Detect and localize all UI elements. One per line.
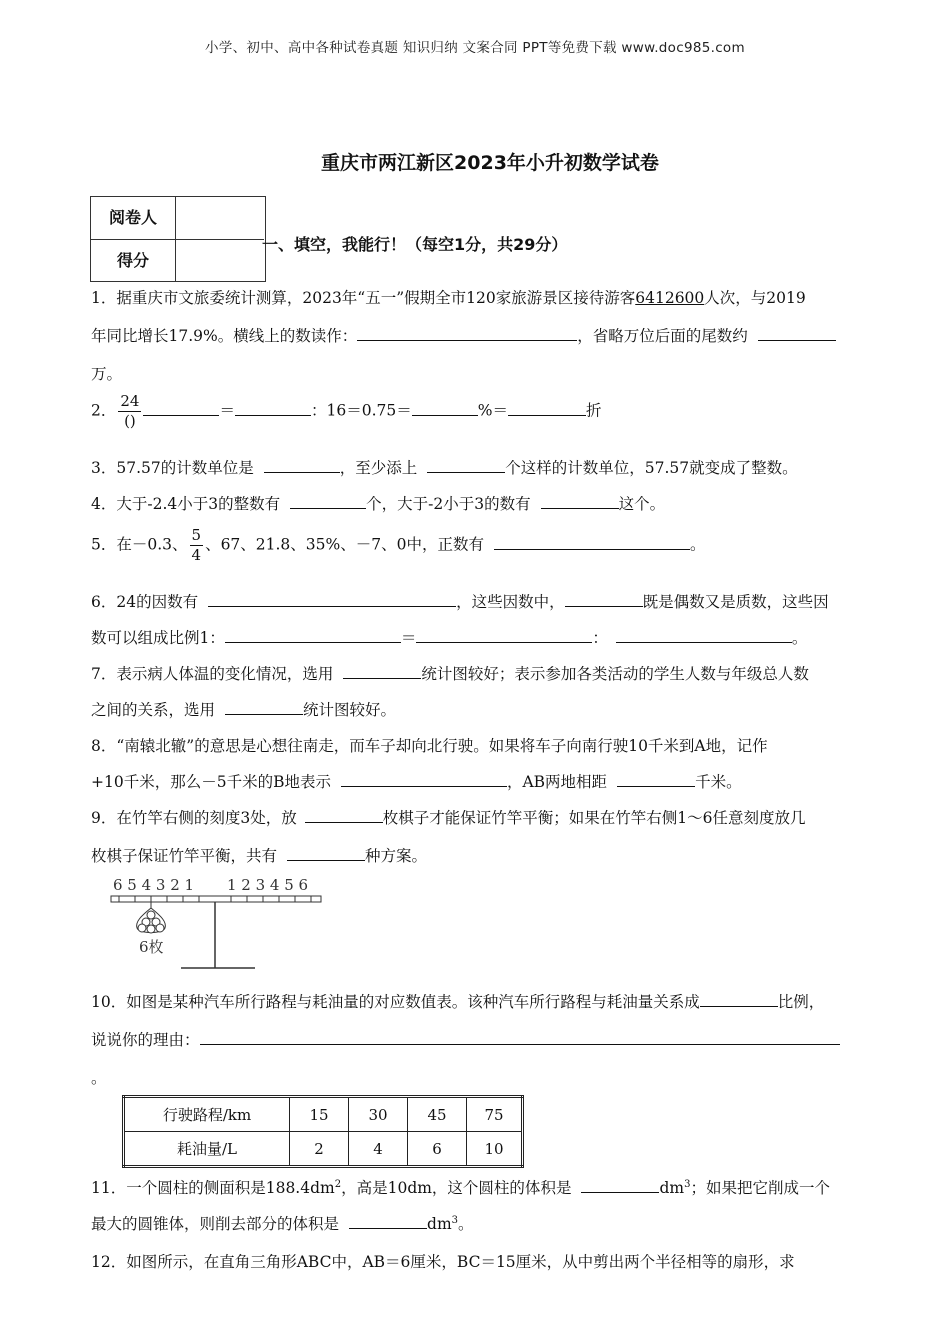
balance-figure	[105, 872, 345, 976]
q1-blank-approx	[758, 324, 836, 341]
q10-line2: 说说你的理由：	[91, 1028, 840, 1050]
grading-table	[90, 196, 266, 282]
page-title: 重庆市两江新区2023年小升初数学试卷	[321, 152, 659, 174]
q1-line1: 1．据重庆市文旅委统计测算，2023年“五一”假期全市120家旅游景区接待游客6412600人次，与2019	[91, 289, 806, 307]
q6-blank-ratio-3	[616, 626, 792, 643]
q2-blank-2	[235, 399, 311, 416]
q1-number: 6412600	[635, 289, 705, 307]
reviewer-cell	[176, 197, 264, 240]
q10-line1: 10．如图是某种汽车所行路程与耗油量的对应数值表。该种汽车所行路程与耗油量关系成 比例，	[91, 990, 824, 1012]
q9-blank-2	[287, 844, 365, 861]
q11-blank-1	[581, 1176, 659, 1193]
q6-blank-ratio-1	[225, 626, 401, 643]
q7-line2: 之间的关系，选用 统计图较好。	[91, 698, 396, 720]
q10-blank-reason	[200, 1028, 840, 1045]
distance-fuel-table	[122, 1095, 524, 1168]
reviewer-label: 阅卷人	[91, 197, 176, 240]
q8-line2: +10千米，那么－5千米的B地表示 ，AB两地相距 千米。	[91, 770, 742, 792]
scale-left-numbers: 6 5 4 3 2 1	[113, 876, 195, 894]
q2-fraction: $\frac{24}{()}$	[120, 392, 140, 430]
bamboo-pole	[111, 896, 321, 902]
q6-blank-even-prime	[565, 590, 643, 607]
table-row: 行驶路程/km 15 30 45 75	[124, 1097, 523, 1132]
q8-line1: 8．“南辕北辙”的意思是心想往南走，而车子却向北行驶。如果将车子向南行驶10千米到A地，记作	[91, 737, 768, 755]
q9-line1: 9．在竹竿右侧的刻度3处，放 枚棋子才能保证竹竿平衡；如果在竹竿右侧1～6任意刻度放几	[91, 806, 805, 828]
q4-blank-2	[541, 492, 619, 509]
q5-fraction: $\frac{5}{4}$	[191, 526, 202, 564]
q1-blank-read	[357, 324, 577, 341]
q4-blank-1	[290, 492, 366, 509]
q10-blank-1	[700, 990, 778, 1007]
q10-line3: 。	[91, 1069, 107, 1087]
q12-line1: 12．如图所示，在直角三角形ABC中，AB＝6厘米，BC＝15厘米，从中剪出两个半径相等的扇形，求	[91, 1253, 795, 1271]
q2-line: 2． $\frac{24}{()}$ ＝ ：16＝0.75＝ %＝ 折	[91, 392, 602, 430]
q6-blank-factors	[208, 590, 456, 607]
q6-line1: 6．24的因数有 ，这些因数中， 既是偶数又是质数，这些因	[91, 590, 829, 612]
q2-blank-1	[143, 399, 219, 416]
q1-line3: 万。	[91, 365, 123, 383]
score-cell	[176, 240, 264, 281]
q7-line1: 7．表示病人体温的变化情况，选用 统计图较好；表示参加各类活动的学生人数与年级总人数	[91, 662, 809, 684]
q11-line1: 11．一个圆柱的侧面积是$188.4dm^2$，高是10dm，这个圆柱的体积是 $dm^3$；如果把它削成一个	[91, 1176, 830, 1198]
q5-line: 5．在－0.3、 $\frac{5}{4}$ 、67、21.8、35%、－7、0中，正数有 。	[91, 526, 706, 564]
q2-blank-3	[412, 399, 478, 416]
q2-blank-4	[508, 399, 586, 416]
q6-line2: 数可以组成比例1： ＝ ： 。	[91, 626, 807, 648]
q7-blank-2	[225, 698, 303, 715]
q4-line: 4．大于-2.4小于3的整数有 个，大于-2小于3的数有 这个。	[91, 492, 665, 514]
q11-line2: 最大的圆锥体，则削去部分的体积是 $dm^3$。	[91, 1212, 474, 1234]
q3-line: 3．57.57的计数单位是 ，至少添上 个这样的计数单位，57.57就变成了整数。	[91, 456, 798, 478]
q6-blank-ratio-2	[416, 626, 592, 643]
score-label: 得分	[91, 240, 176, 281]
q8-blank-2	[617, 770, 695, 787]
q7-blank-1	[343, 662, 421, 679]
q3-blank-2	[427, 456, 505, 473]
table-row: 耗油量/L 2 4 6 10	[124, 1132, 523, 1167]
scale-right-numbers: 1 2 3 4 5 6	[227, 876, 309, 894]
q8-blank-1	[341, 770, 507, 787]
q11-blank-2	[349, 1212, 427, 1229]
q1-line2: 年同比增长17.9%。横线上的数读作： ，省略万位后面的尾数约	[91, 324, 836, 346]
q3-blank-1	[264, 456, 340, 473]
weight-label: 6枚	[139, 938, 164, 956]
section-title: 一、填空，我能行！（每空1分，共29分）	[262, 235, 568, 254]
q5-blank	[494, 533, 690, 550]
q9-line2: 枚棋子保证竹竿平衡，共有 种方案。	[91, 844, 427, 866]
page-header: 小学、初中、高中各种试卷真题 知识归纳 文案合同 PPT等免费下载 www.doc985.com	[205, 40, 745, 56]
q9-blank-1	[305, 806, 383, 823]
